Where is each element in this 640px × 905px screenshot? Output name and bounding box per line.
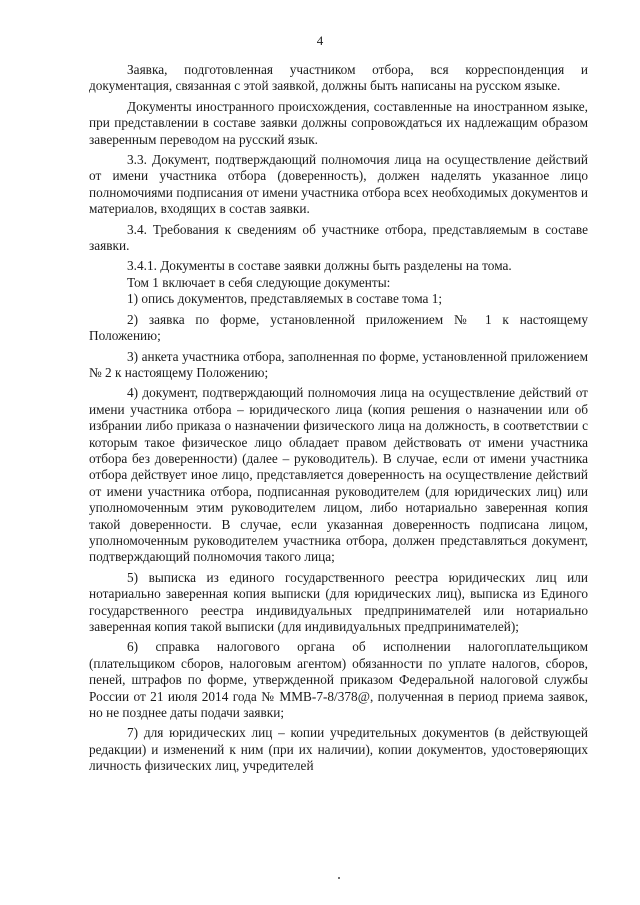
paragraph-volume-1-intro: Том 1 включает в себя следующие документы: <box>127 274 391 290</box>
list-item-4: 4) документ, подтверждающий полномочия лица на осуществление действий от имени участника отбора – юридического лица (копия решения о назначении или об избрании либо приказа о назначении физического лица на должность, в соответствии с которым такое физическое лицо обладает правом действовать от имени участника отбора без доверенности) (далее – руководитель). В случае, если от имени участника отбора действует иное лицо, представляется доверенность на осуществление действий от имени участника отбора, подписанная руководителем (для юридических лиц) или уполномоченным этим руководителем лицом, либо нотариально заверенная копия такой доверенности. В случае, если указанная доверенность подписана лицом, уполномоченным руководителем участника отбора, должен представляться документ, подтверждающий полномочия такого лица; <box>89 385 588 565</box>
list-item-3: 3) анкета участника отбора, заполненная по форме, установленной приложением № 2 к настоящему Положению; <box>89 348 588 380</box>
list-item-5: 5) выписка из единого государственного реестра юридических лиц или нотариально заверенная копия выписки (для юридических лиц), выписка из Единого государственного реестра индивидуальных предпринимателей или нотариально заверенная копия такой выписки (для индивидуальных предпринимателей); <box>89 569 588 634</box>
scan-speck <box>338 877 340 879</box>
list-item-6: 6) справка налогового органа об исполнении налогоплательщиком (плательщиком сборов, налоговым агентом) обязанности по уплате налогов, сборов, пеней, штрафов по форме, утвержденной приказом Федеральной налоговой службы России от 21 июля 2014 года № ММВ-7-8/378@, полученная в период приема заявок, но не позднее даты подачи заявки; <box>89 639 588 721</box>
paragraph-3-3: 3.3. Документ, подтверждающий полномочия лица на осуществление действий от имени участника отбора (доверенность), должен наделять указанное лицо полномочиями подписания от имени участника отбора всех необходимых документов и материалов, входящих в состав заявки. <box>89 152 588 217</box>
page-number: 4 <box>316 33 324 48</box>
paragraph-foreign-documents: Документы иностранного происхождения, составленные на иностранном языке, при представлении в составе заявки должны сопровождаться их надлежащим образом заверенным переводом на русский язык. <box>89 98 588 147</box>
list-item-1: 1) опись документов, представляемых в составе тома 1; <box>127 291 443 307</box>
document-body <box>89 62 588 775</box>
paragraph-3-4-1: 3.4.1. Документы в составе заявки должны быть разделены на тома. <box>127 258 512 274</box>
paragraph-language: Заявка, подготовленная участником отбора, вся корреспонденция и документация, связанная с этой заявкой, должны быть написаны на русском языке. <box>89 62 588 94</box>
paragraph-3-4: 3.4. Требования к сведениям об участнике отбора, представляемым в составе заявки. <box>89 221 588 254</box>
list-item-2: 2) заявка по форме, установленной приложением № 1 к настоящему Положению; <box>89 311 588 344</box>
list-item-7: 7) для юридических лиц – копии учредительных документов (в действующей редакции) и изменений к ним (при их наличии), копии документов, удостоверяющих личность физических лиц, учредителей <box>89 725 588 774</box>
